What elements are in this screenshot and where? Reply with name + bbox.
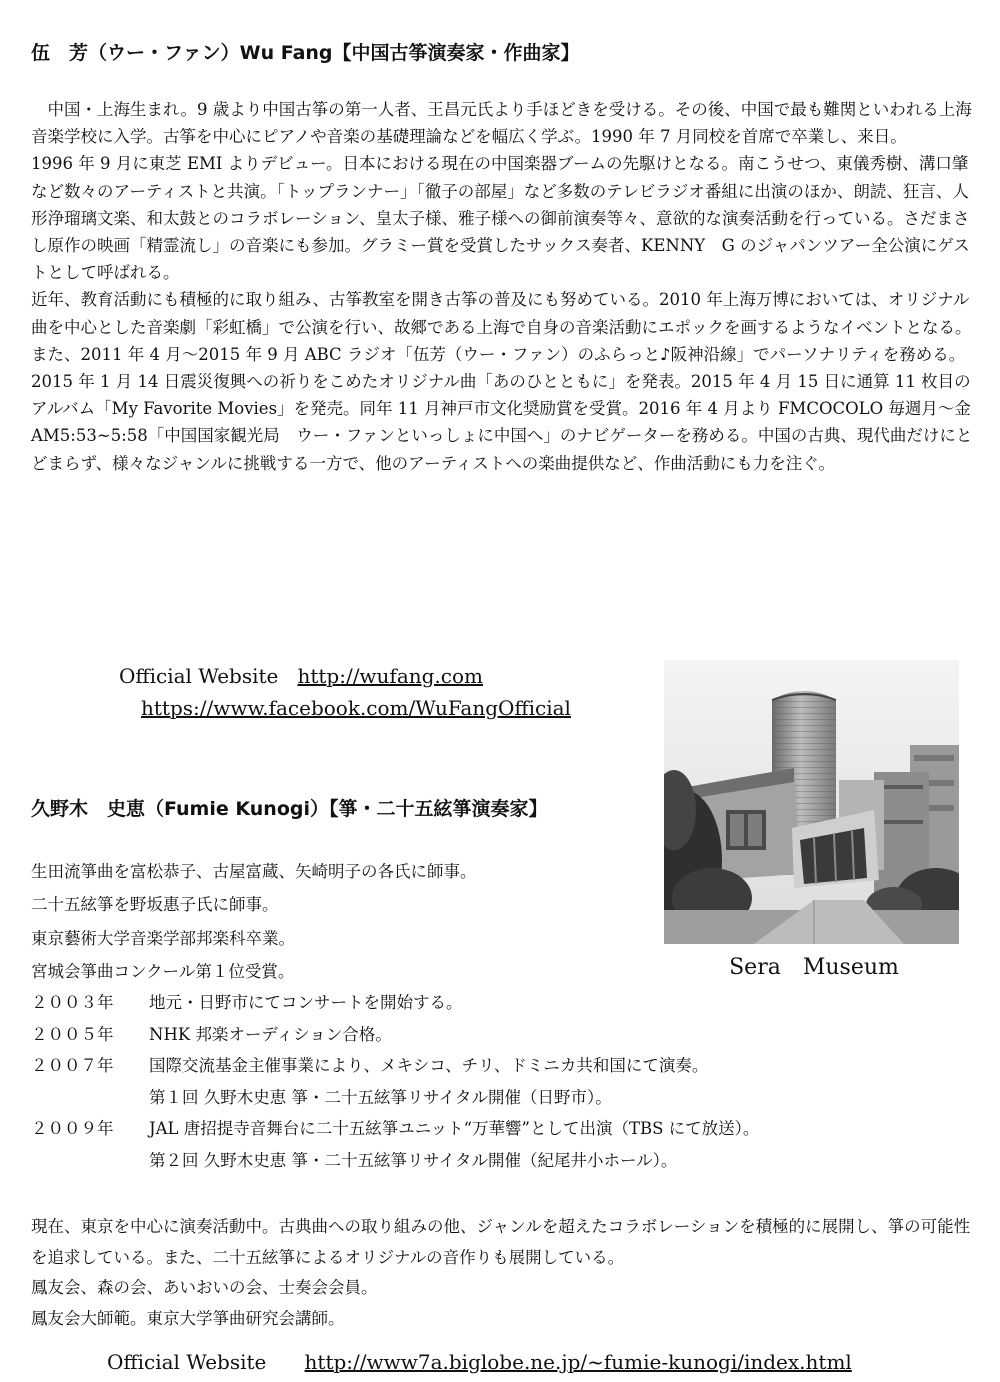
bio-paragraph: 1996 年 9 月に東芝 EMI よりデビュー。日本における現在の中国楽器ブームの先駆けとなる。南こうせつ、東儀秀樹、溝口肇など数々のアーティストと共演。「トップランナー」「徹子の部屋」など多数のテレビラジオ番組に出演のほか、朗読、狂言、人形浄瑠璃文楽、和太鼓とのコラボレーション、皇太子様、雅子様への御前演奏等々、意欲的な演奏活動を行っている。さだまさし原作の映画「精霊流し」の音楽にも参加。グラミー賞を受賞したサックス奏者、KENNY G のジャパンツアー全公演にゲストとして呼ばれる。 (31, 154, 970, 283)
credential-line: 二十五絃箏を野坂惠子氏に師事。 (31, 895, 279, 915)
wu-fang-website-link[interactable]: http://wufang.com (297, 664, 483, 688)
activity-paragraph: 現在、東京を中心に演奏活動中。古典曲への取り組みの他、ジャンルを超えたコラボレーションを積極的に展開し、箏の可能性を追求している。また、二十五絃箏によるオリジナルの音作りも展開している。 (31, 1217, 971, 1267)
bio-paragraph: 近年、教育活動にも積極的に取り組み、古筝教室を開き古筝の普及にも努めている。2010 年上海万博においては、オリジナル曲を中心とした音楽劇「彩虹橋」で公演を行い、故郷である上海で自身の音楽活動にエポックを画するようなイベントとなる。 (31, 290, 972, 337)
history-row (31, 1050, 759, 1082)
bio-paragraph: 中国・上海生まれ。9 歳より中国古筝の第一人者、王昌元氏より手ほどきを受ける。その後、中国で最も難関といわれる上海音楽学校に入学。古筝を中心にピアノや音楽の基礎理論などを幅広く学ぶ。1990 年 7 月同校を首席で卒業し、来日。 (31, 100, 972, 147)
history-row (31, 1082, 759, 1114)
wu-fang-facebook-line (141, 694, 571, 722)
sera-museum-photo (664, 660, 959, 944)
kunogi-website-line (107, 1348, 852, 1376)
credential-line: 宮城会箏曲コンクール第１位受賞。 (31, 961, 295, 981)
wu-fang-website-line (119, 662, 483, 690)
wu-fang-facebook-link[interactable]: https://www.facebook.com/WuFangOfficial (141, 696, 571, 720)
kunogi-credentials (31, 855, 477, 988)
history-text: 第２回 久野木史恵 箏・二十五絃箏リサイタル開催（紀尾井小ホール）。 (149, 1150, 678, 1170)
activity-paragraph: 鳳友会大師範。東京大学箏曲研究会講師。 (31, 1308, 345, 1328)
history-row (31, 1113, 759, 1145)
history-text: 国際交流基金主催事業により、メキシコ、チリ、ドミニカ共和国にて演奏。 (149, 1056, 709, 1075)
kunogi-heading: 久野木 史恵（Fumie Kunogi）【箏・二十五絃箏演奏家】 (31, 798, 548, 820)
history-year (31, 1145, 149, 1177)
credential-line: 東京藝術大学音楽学部邦楽科卒業。 (31, 928, 295, 948)
activity-paragraph: 鳳友会、森の会、あいおいの会、士奏会会員。 (31, 1278, 378, 1297)
kunogi-history (31, 987, 759, 1176)
credential-line: 生田流箏曲を富松恭子、古屋富蔵、矢崎明子の各氏に師事。 (31, 862, 477, 881)
history-text: NHK 邦楽オーディション合格。 (149, 1024, 392, 1044)
kunogi-website-link[interactable]: http://www7a.biglobe.ne.jp/~fumie-kunogi/index.html (304, 1350, 852, 1374)
history-row (31, 1019, 759, 1051)
wu-fang-biography (31, 96, 983, 477)
wu-fang-heading: 伍 芳（ウー・ファン）Wu Fang【中国古筝演奏家・作曲家】 (31, 42, 580, 64)
history-year: ２００７年 (31, 1056, 114, 1075)
museum-building-image (664, 660, 959, 944)
kunogi-activities (31, 1212, 983, 1334)
history-year: ２００３年 (31, 993, 114, 1012)
history-row (31, 987, 759, 1019)
bio-paragraph: また、2011 年 4 月～2015 年 9 月 ABC ラジオ「伍芳（ウー・ファン）のふらっと♪阪神沿線」でパーソナリティを務める。2015 年 1 月 14 日震災復興への祈りをこめたオリジナル曲「あのひとともに」を発表。2015 年 4 月 15 日に通算 11 枚目のアルバム「My Favorite Movies」を発売。同年 11 月神戸市文化奨励賞を受賞。2016 年 4 月より FMCOCOLO 毎週月～金 AM5:53~5:58「中国国家観光局 ウー・ファンといっしょに中国へ」のナビゲーターを務める。中国の古典、現代曲だけにとどまらず、様々なジャンルに挑戦する一方で、他のアーティストへの楽曲提供など、作曲活動にも力を注ぐ。 (31, 344, 973, 473)
official-website-label: Official Website (119, 664, 279, 688)
history-year: ２００９年 (31, 1119, 114, 1138)
history-text: JAL 唐招提寺音舞台に二十五絃箏ユニット“万華響”として出演（TBS にて放送）。 (149, 1119, 760, 1138)
history-text: 地元・日野市にてコンサートを開始する。 (149, 993, 463, 1012)
history-year (31, 1082, 149, 1114)
history-year: ２００５年 (31, 1024, 114, 1044)
history-text: 第１回 久野木史恵 箏・二十五絃箏リサイタル開催（日野市）。 (149, 1087, 612, 1107)
history-row (31, 1145, 759, 1177)
official-website-label: Official Website (107, 1350, 267, 1374)
photo-caption: Sera Museum (729, 955, 899, 980)
